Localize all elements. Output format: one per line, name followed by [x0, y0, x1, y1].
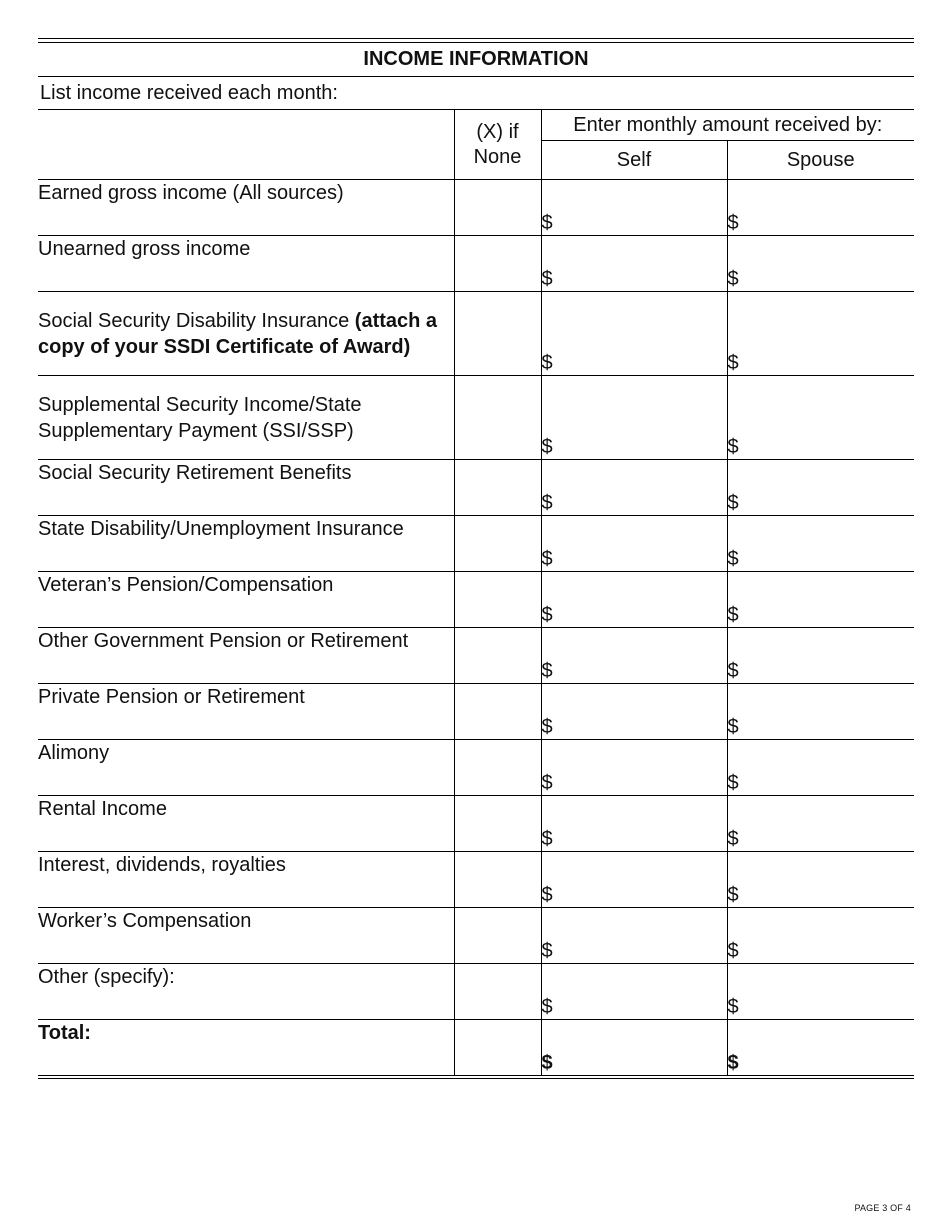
currency-symbol: $: [541, 212, 553, 234]
table-header-row-1: [38, 110, 914, 141]
income-source-text: Private Pension or Retirement: [38, 686, 305, 708]
total-row: [38, 1020, 914, 1076]
none-checkbox-cell[interactable]: [454, 740, 541, 796]
none-checkbox-cell[interactable]: [454, 852, 541, 908]
none-checkbox-cell[interactable]: [454, 908, 541, 964]
self-amount-field[interactable]: [541, 796, 727, 852]
none-checkbox-cell[interactable]: [454, 796, 541, 852]
currency-symbol: $: [727, 940, 739, 962]
self-amount-field[interactable]: [541, 376, 727, 460]
income-source-text: Social Security Disability Insurance: [38, 310, 355, 332]
currency-symbol: $: [727, 548, 739, 570]
income-source-label: [38, 908, 454, 964]
income-source-text: Veteran’s Pension/Compensation: [38, 574, 334, 596]
self-amount-field[interactable]: [541, 684, 727, 740]
self-amount-field[interactable]: [541, 628, 727, 684]
intro-text: List income received each month:: [40, 81, 338, 104]
page-number: PAGE 3 OF 4: [854, 1203, 911, 1213]
currency-symbol: $: [727, 884, 739, 906]
income-source-label: [38, 180, 454, 236]
spouse-amount-field[interactable]: [727, 236, 914, 292]
currency-symbol: $: [727, 828, 739, 850]
header-none-label: (X) if None: [473, 120, 522, 168]
income-source-label: [38, 684, 454, 740]
table-row: [38, 516, 914, 572]
none-checkbox-cell[interactable]: [454, 292, 541, 376]
spouse-amount-field[interactable]: [727, 628, 914, 684]
currency-symbol: $: [541, 940, 553, 962]
currency-symbol: $: [727, 436, 739, 458]
currency-symbol: $: [541, 884, 553, 906]
none-checkbox-cell[interactable]: [454, 376, 541, 460]
header-blank-cell: [38, 110, 454, 180]
currency-symbol: $: [541, 660, 553, 682]
income-source-text: Supplemental Security Income/State Supplementary Payment (SSI/SSP): [38, 394, 362, 442]
self-amount-field[interactable]: [541, 852, 727, 908]
income-table: [38, 109, 914, 1076]
currency-symbol: $: [727, 268, 739, 290]
self-amount-field[interactable]: [541, 740, 727, 796]
none-checkbox-cell[interactable]: [454, 572, 541, 628]
table-row: [38, 628, 914, 684]
self-amount-field[interactable]: [541, 964, 727, 1020]
section-title: INCOME INFORMATION: [38, 43, 914, 77]
total-none-cell: [454, 1020, 541, 1076]
spouse-amount-field[interactable]: [727, 964, 914, 1020]
table-row: [38, 740, 914, 796]
none-checkbox-cell[interactable]: [454, 180, 541, 236]
currency-symbol: $: [541, 548, 553, 570]
self-amount-field[interactable]: [541, 572, 727, 628]
self-amount-field[interactable]: [541, 460, 727, 516]
currency-symbol: $: [541, 996, 553, 1018]
currency-symbol: $: [727, 604, 739, 626]
none-checkbox-cell[interactable]: [454, 684, 541, 740]
spouse-amount-field[interactable]: [727, 516, 914, 572]
none-checkbox-cell[interactable]: [454, 628, 541, 684]
income-source-label: [38, 964, 454, 1020]
table-row: [38, 292, 914, 376]
currency-symbol: $: [541, 268, 553, 290]
table-row: [38, 964, 914, 1020]
spouse-amount-field[interactable]: [727, 292, 914, 376]
currency-symbol: $: [727, 352, 739, 374]
currency-symbol: $: [541, 352, 553, 374]
currency-symbol: $: [541, 604, 553, 626]
currency-symbol: $: [541, 492, 553, 514]
currency-symbol: $: [727, 772, 739, 794]
spouse-amount-field[interactable]: [727, 796, 914, 852]
income-source-text: Alimony: [38, 742, 110, 764]
currency-symbol: $: [727, 660, 739, 682]
spouse-amount-field[interactable]: [727, 460, 914, 516]
table-row: [38, 180, 914, 236]
table-row: [38, 376, 914, 460]
none-checkbox-cell[interactable]: [454, 236, 541, 292]
self-amount-field[interactable]: [541, 516, 727, 572]
currency-symbol: $: [541, 772, 553, 794]
currency-symbol: $: [541, 716, 553, 738]
total-label: Total:: [38, 1020, 454, 1076]
income-source-text: Social Security Retirement Benefits: [38, 462, 352, 484]
self-amount-field[interactable]: [541, 908, 727, 964]
income-source-text: Worker’s Compensation: [38, 910, 252, 932]
table-row: [38, 852, 914, 908]
table-row: [38, 796, 914, 852]
currency-symbol: $: [727, 212, 739, 234]
none-checkbox-cell[interactable]: [454, 964, 541, 1020]
income-source-label: [38, 460, 454, 516]
income-source-label: [38, 516, 454, 572]
total-self-amount-field[interactable]: [541, 1020, 727, 1076]
table-row: [38, 684, 914, 740]
header-enter-amount: Enter monthly amount received by:: [541, 110, 914, 141]
currency-symbol: $: [727, 492, 739, 514]
income-source-text: Other (specify):: [38, 966, 175, 988]
currency-symbol: $: [541, 1052, 553, 1074]
spouse-amount-field[interactable]: [727, 740, 914, 796]
income-source-label: [38, 628, 454, 684]
none-checkbox-cell[interactable]: [454, 516, 541, 572]
spouse-amount-field[interactable]: [727, 572, 914, 628]
income-source-label: [38, 852, 454, 908]
table-row: [38, 908, 914, 964]
table-row: [38, 572, 914, 628]
total-spouse-amount-field[interactable]: [727, 1020, 914, 1076]
self-amount-field[interactable]: [541, 180, 727, 236]
income-source-text: State Disability/Unemployment Insurance: [38, 518, 404, 540]
income-source-label: [38, 796, 454, 852]
income-source-text: Other Government Pension or Retirement: [38, 630, 409, 652]
income-source-text: Earned gross income (All sources): [38, 182, 344, 204]
table-row: [38, 236, 914, 292]
currency-symbol: $: [727, 996, 739, 1018]
income-information-form: [38, 38, 914, 1079]
spouse-amount-field[interactable]: [727, 908, 914, 964]
income-source-note: (attach a copy of your SSDI Certificate of Award): [38, 310, 438, 358]
header-none-column: [454, 110, 541, 180]
currency-symbol: $: [727, 1052, 739, 1074]
spouse-amount-field[interactable]: [727, 852, 914, 908]
spouse-amount-field[interactable]: [727, 376, 914, 460]
none-checkbox-cell[interactable]: [454, 460, 541, 516]
self-amount-field[interactable]: [541, 292, 727, 376]
income-source-label: [38, 292, 454, 376]
currency-symbol: $: [541, 436, 553, 458]
income-source-text: Unearned gross income: [38, 238, 251, 260]
income-source-text: Interest, dividends, royalties: [38, 854, 286, 876]
currency-symbol: $: [541, 828, 553, 850]
bottom-double-rule: [38, 1076, 914, 1079]
income-source-label: [38, 236, 454, 292]
self-amount-field[interactable]: [541, 236, 727, 292]
income-source-label: [38, 572, 454, 628]
table-row: [38, 460, 914, 516]
currency-symbol: $: [727, 716, 739, 738]
spouse-amount-field[interactable]: [727, 180, 914, 236]
spouse-amount-field[interactable]: [727, 684, 914, 740]
income-source-label: [38, 740, 454, 796]
income-source-label: [38, 376, 454, 460]
header-spouse: Spouse: [727, 141, 914, 180]
header-self: Self: [541, 141, 727, 180]
income-source-text: Rental Income: [38, 798, 167, 820]
